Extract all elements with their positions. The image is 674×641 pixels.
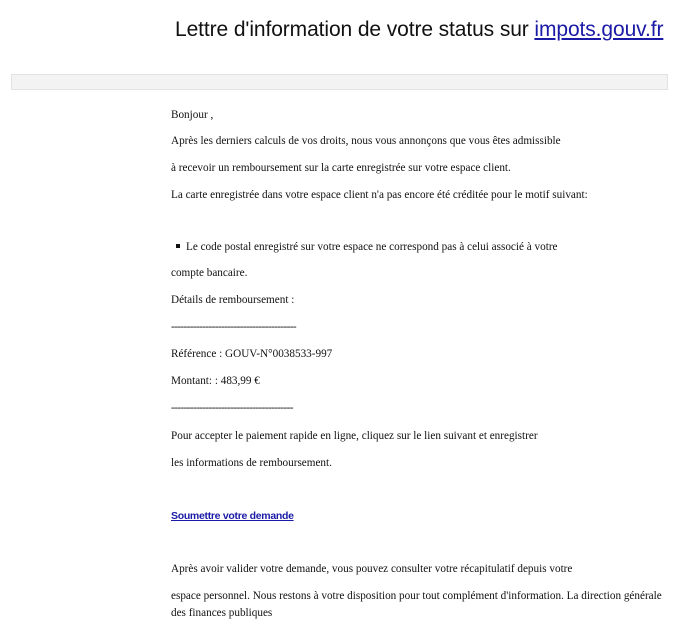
separator-1: ---------------------------------------- <box>171 321 297 333</box>
para1-line2: à recevoir un remboursement sur la carte enregistrée sur votre espace client. <box>171 162 511 174</box>
separator-2: --------------------------------------- <box>171 402 293 414</box>
para1-line1: Après les derniers calculs de vos droits, nous vous annonçons que vous êtes admissible <box>171 135 561 147</box>
title-text: Lettre d'information de votre status sur <box>175 18 535 41</box>
greeting: Bonjour , <box>171 109 214 121</box>
reference: Référence : GOUV-N°0038533-997 <box>171 348 333 360</box>
para2: La carte enregistrée dans votre espace client n'a pas encore été créditée pour le motif suivant: <box>171 189 588 201</box>
reason-list-item <box>176 240 558 254</box>
impots-link[interactable]: impots.gouv.fr <box>534 18 664 41</box>
submit-request-link[interactable]: Soumettre votre demande <box>171 510 294 522</box>
amount: Montant: : 483,99 € <box>171 375 260 387</box>
instruction-line2: les informations de remboursement. <box>171 457 332 469</box>
instruction-line1: Pour accepter le paiement rapide en ligne, cliquez sur le lien suivant et enregistrer <box>171 430 538 442</box>
details-heading: Détails de remboursement : <box>171 294 295 306</box>
closing-line2: espace personnel. Nous restons à votre disposition pour tout complément d'information. La direction générale <box>171 590 662 602</box>
page-title <box>175 18 663 42</box>
reason-text: Le code postal enregistré sur votre espace ne correspond pas à celui associé à votre <box>186 241 558 253</box>
closing-line3: des finances publiques <box>171 607 273 619</box>
bullet-square-icon <box>176 244 180 248</box>
header-divider-bar <box>11 74 668 90</box>
reason-continuation: compte bancaire. <box>171 267 248 279</box>
closing-line1: Après avoir valider votre demande, vous pouvez consulter votre récapitulatif depuis votre <box>171 563 573 575</box>
